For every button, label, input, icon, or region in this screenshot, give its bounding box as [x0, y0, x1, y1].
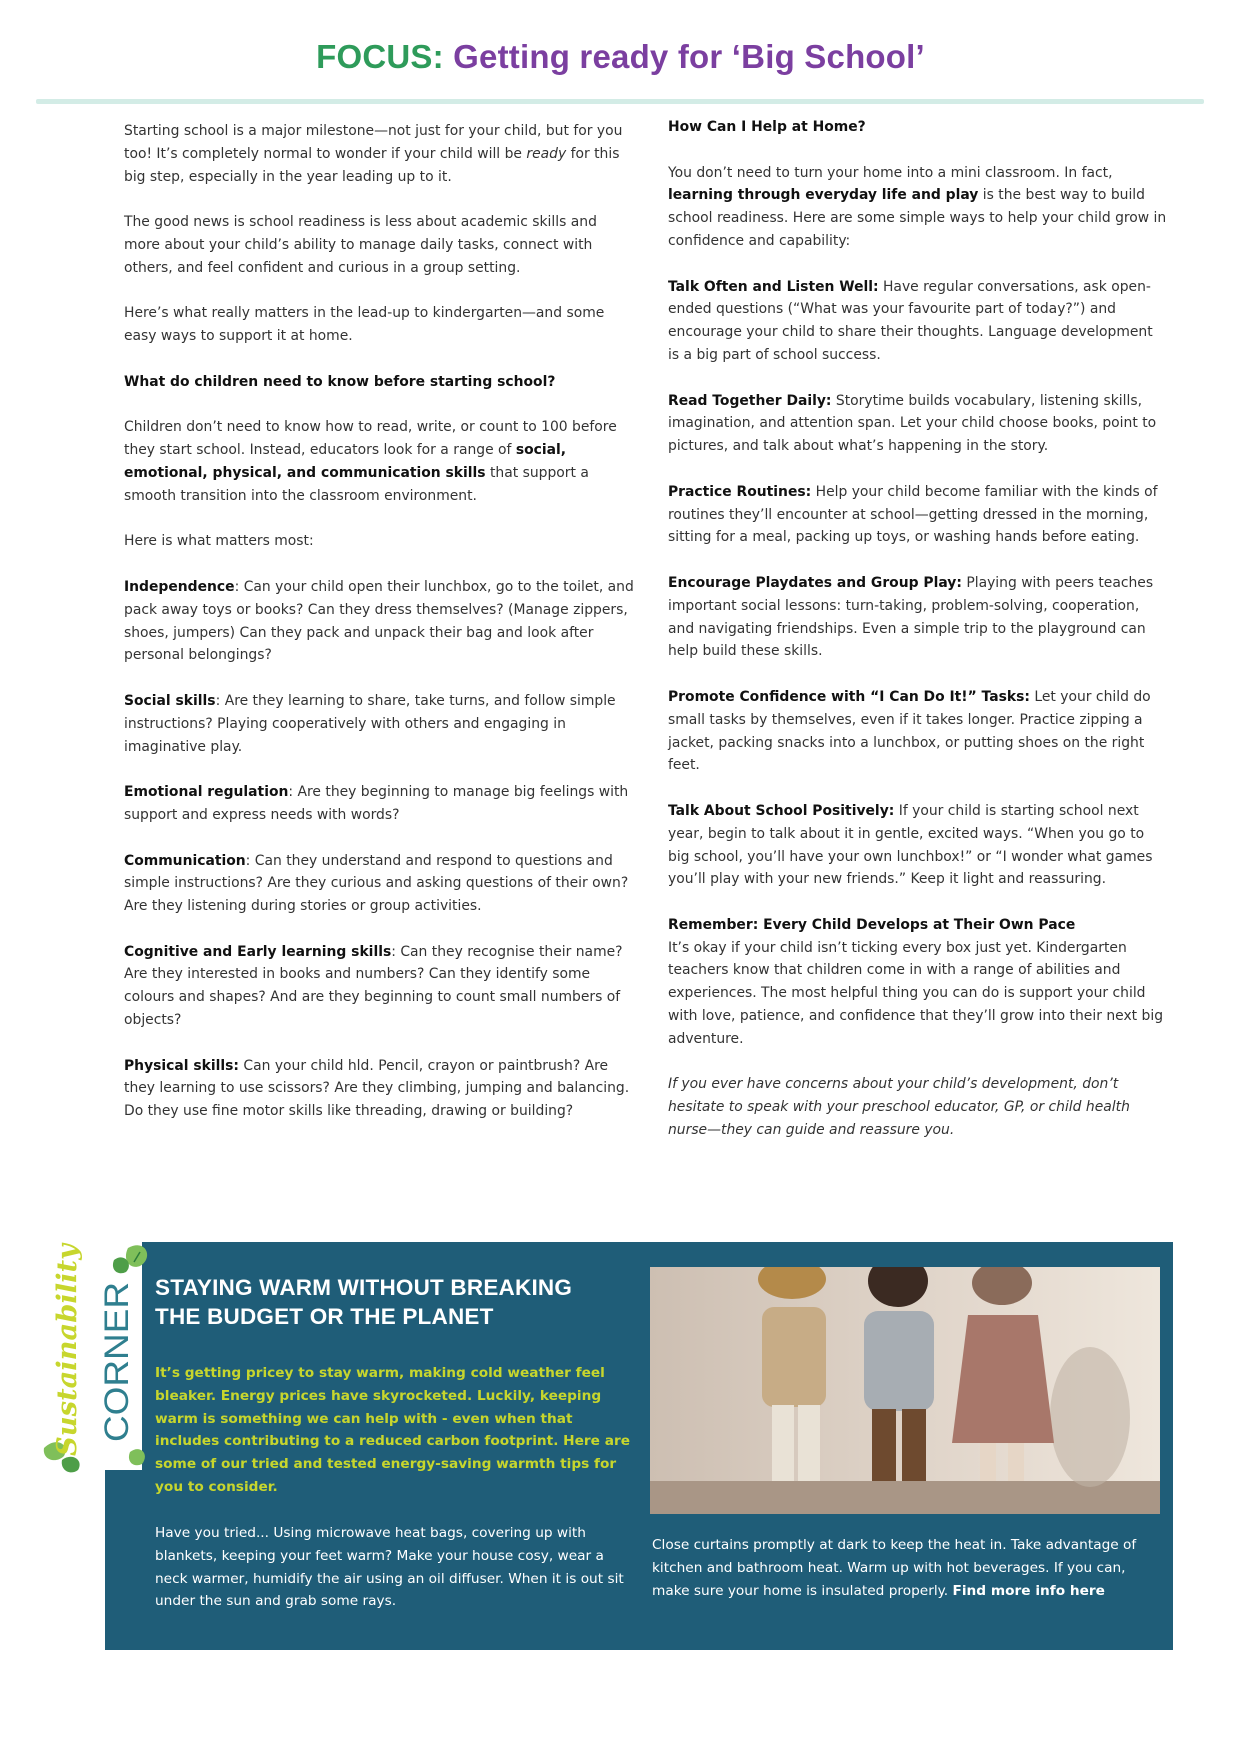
title-focus: FOCUS: [316, 38, 444, 75]
sustainability-corner-label [36, 1230, 148, 1480]
sustainability-heading: STAYING WARM WITHOUT BREAKING THE BUDGET OR THE PLANET [155, 1275, 573, 1329]
remember-heading: Remember: Every Child Develops at Their Own Pace [668, 916, 1076, 933]
remember-text: It’s okay if your child isn’t ticking every box just yet. Kindergarten teachers know that children come in with a range of abilities and experiences. The most helpful thing you can do is support your child with love, patience, and confidence that they’ll grow into their next big adventure. [668, 939, 1164, 1047]
page-title [0, 38, 1241, 76]
tip-read-together: Read Together Daily: Storytime builds vocabulary, listening skills, imagination, and attention span. Let your child choose books, point to pictures, and talk about what’s happening in the story. [668, 392, 1157, 455]
children-paragraph: Children don’t need to know how to read, write, or count to 100 before they start school. Instead, educators look for a range of social, emotional, physical, and communication skills that support a smooth transition into the classroom environment. [124, 419, 617, 504]
left-column [124, 120, 636, 1146]
tip-playdates: Encourage Playdates and Group Play: Playing with peers teaches important social lessons: turn-taking, problem-solving, cooperation, and navigating friendships. Even a simple trip to the playground can help build these skills. [668, 574, 1154, 660]
skill-social: Social skills: Are they learning to share, take turns, and follow simple instructions? Playing cooperatively with others and engaging in imaginative play. [124, 692, 616, 755]
corner-caps-text: CORNER [98, 1294, 136, 1442]
sustainability-script-text: Sustainability [52, 1246, 83, 1456]
title-main: Getting ready for ‘Big School’ [453, 38, 925, 75]
tip-talk-positively: Talk About School Positively: If your child is starting school next year, begin to talk about it in gentle, excited ways. “When you go to big school, you’ll have your own lunchbox!” or “I wonder what games you’ll play with your new friends.” Keep it light and reassuring. [668, 802, 1153, 888]
intro-paragraph-2: The good news is school readiness is less about academic skills and more about your child’s ability to manage daily tasks, connect with others, and feel confident and curious in a group setting. [124, 214, 597, 276]
intro-paragraph-1: Starting school is a major milestone—not just for your child, but for you too! It’s completely normal to wonder if your child will be ready for this big step, especially in the year leading up to it. [124, 123, 623, 185]
section-heading-what-children-need: What do children need to know before starting school? [124, 373, 556, 390]
tip-talk-often: Talk Often and Listen Well: Have regular conversations, ask open-ended questions (“What was your favourite part of today?”) and encourage your child to share their thoughts. Language development is a big part of school success. [668, 278, 1153, 363]
warmth-tips-text: Close curtains promptly at dark to keep the heat in. Take advantage of kitchen and bathroom heat. Warm up with hot beverages. If you can, make sure your home is insulated properly. [652, 1537, 1137, 1599]
skill-communication: Communication: Can they understand and respond to questions and simple instructions? Are they curious and asking questions of their own? Are they listening during stories or group activities. [124, 852, 629, 915]
skill-emotional: Emotional regulation: Are they beginning to manage big feelings with support and express needs with words? [124, 784, 629, 823]
skill-independence: Independence: Can your child open their lunchbox, go to the toilet, and pack away toys or books? Can they dress themselves? (Manage zippers, shoes, jumpers) Can they pack and unpack their bag and look after personal belongings? [124, 578, 634, 664]
right-column [668, 116, 1168, 1165]
skill-cognitive: Cognitive and Early learning skills: Can they recognise their name? Are they interested in books and numbers? Can they identify some colours and shapes? And are they beginning to count small numbers of objects? [124, 943, 623, 1029]
matters-most-line: Here is what matters most: [124, 533, 314, 550]
warmth-tips-paragraph [652, 1534, 1152, 1602]
concerns-note: If you ever have concerns about your child’s development, don’t hesitate to speak with your preschool educator, GP, or child health nurse—they can guide and reassure you. [668, 1076, 1130, 1139]
children-photo-illustration [650, 1267, 1160, 1514]
have-you-tried-paragraph: Have you tried... Using microwave heat bags, covering up with blankets, keeping your feet warm? Make your house cosy, wear a neck warmer, humidify the air using an oil diffuser. When it is out sit under the sun and grab some rays. [155, 1525, 624, 1610]
tip-confidence: Promote Confidence with “I Can Do It!” Tasks: Let your child do small tasks by themselves, even if it takes longer. Practice zipping a jacket, packing snacks into a lunchbox, or putting shoes on the right feet. [668, 688, 1151, 774]
title-divider [36, 99, 1204, 104]
intro-paragraph-3: Here’s what really matters in the lead-up to kindergarten—and some easy ways to support it at home. [124, 305, 605, 345]
find-more-info-link[interactable]: Find more info here [952, 1582, 1105, 1599]
help-intro: You don’t need to turn your home into a mini classroom. In fact, learning through everyday life and play is the best way to build school readiness. Here are some simple ways to help your child grow in confidence and capability: [668, 164, 1167, 249]
skill-physical: Physical skills: Can your child hld. Pencil, crayon or paintbrush? Are they learning to use scissors? Are they climbing, jumping and balancing. Do they use fine motor skills like threading, drawing or building? [124, 1057, 630, 1120]
sustainability-intro: It’s getting pricey to stay warm, making cold weather feel bleaker. Energy prices have skyrocketed. Luckily, keeping warm is something we can help with - even when that includes contributing to a reduced carbon footprint. Here are some of our tried and tested energy-saving warmth tips for you to consider. [155, 1365, 630, 1495]
section-heading-help-at-home: How Can I Help at Home? [668, 119, 866, 135]
tip-practice-routines: Practice Routines: Help your child become familiar with the kinds of routines they’ll encounter at school—getting dressed in the morning, sitting for a meal, packing up toys, or washing hands before eating. [668, 483, 1158, 546]
children-photo [650, 1267, 1160, 1514]
